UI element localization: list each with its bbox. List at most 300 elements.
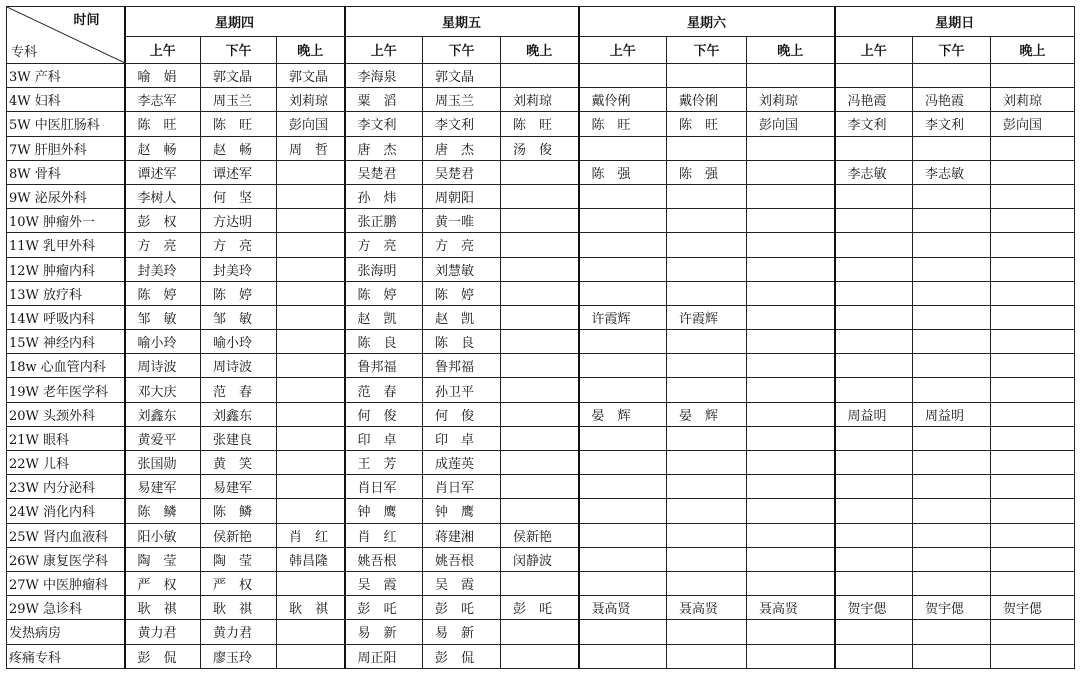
doctor-cell: 彭 侃 bbox=[125, 644, 201, 668]
doctor-cell bbox=[991, 547, 1075, 571]
doctor-cell bbox=[579, 644, 667, 668]
table-row bbox=[7, 499, 1075, 523]
doctor-cell bbox=[991, 209, 1075, 233]
doctor-cell: 易 新 bbox=[423, 620, 501, 644]
doctor-cell: 易建军 bbox=[201, 475, 277, 499]
doctor-cell bbox=[835, 184, 913, 208]
slot-header: 上午 bbox=[345, 36, 423, 63]
doctor-cell bbox=[579, 257, 667, 281]
department-cell: 4W 妇科 bbox=[7, 88, 125, 112]
corner-time-label: 时间 bbox=[73, 13, 100, 28]
doctor-cell bbox=[501, 257, 579, 281]
doctor-cell: 王 芳 bbox=[345, 451, 423, 475]
doctor-cell: 印 卓 bbox=[423, 426, 501, 450]
table-row bbox=[7, 136, 1075, 160]
doctor-cell bbox=[579, 209, 667, 233]
doctor-cell bbox=[835, 330, 913, 354]
doctor-cell bbox=[277, 257, 345, 281]
doctor-cell: 周益明 bbox=[835, 402, 913, 426]
doctor-cell bbox=[501, 184, 579, 208]
doctor-cell bbox=[991, 305, 1075, 329]
slot-header: 晚上 bbox=[277, 36, 345, 63]
doctor-cell: 刘莉琼 bbox=[277, 88, 345, 112]
doctor-cell bbox=[579, 184, 667, 208]
doctor-cell: 方 亮 bbox=[423, 233, 501, 257]
slot-header: 晚上 bbox=[747, 36, 835, 63]
doctor-cell bbox=[991, 523, 1075, 547]
doctor-cell: 陈 良 bbox=[345, 330, 423, 354]
doctor-cell bbox=[835, 523, 913, 547]
doctor-cell: 戴伶俐 bbox=[579, 88, 667, 112]
department-cell: 27W 中医肿瘤科 bbox=[7, 571, 125, 595]
doctor-cell: 陈 旺 bbox=[579, 112, 667, 136]
doctor-cell bbox=[913, 354, 991, 378]
doctor-cell: 刘莉琼 bbox=[501, 88, 579, 112]
doctor-cell bbox=[747, 233, 835, 257]
doctor-cell: 方 亮 bbox=[125, 233, 201, 257]
doctor-cell bbox=[277, 330, 345, 354]
doctor-cell: 晏 辉 bbox=[579, 402, 667, 426]
doctor-cell bbox=[277, 184, 345, 208]
doctor-cell bbox=[747, 547, 835, 571]
doctor-cell bbox=[913, 523, 991, 547]
doctor-cell: 侯新艳 bbox=[201, 523, 277, 547]
doctor-cell: 赵 畅 bbox=[201, 136, 277, 160]
doctor-cell bbox=[501, 451, 579, 475]
doctor-cell: 吴 霞 bbox=[423, 571, 501, 595]
department-cell: 7W 肝胆外科 bbox=[7, 136, 125, 160]
doctor-cell bbox=[747, 305, 835, 329]
table-row bbox=[7, 547, 1075, 571]
doctor-cell: 喻小玲 bbox=[125, 330, 201, 354]
doctor-cell: 冯艳霞 bbox=[835, 88, 913, 112]
doctor-cell bbox=[747, 257, 835, 281]
doctor-cell: 钟 鹰 bbox=[423, 499, 501, 523]
doctor-cell: 张建良 bbox=[201, 426, 277, 450]
doctor-cell bbox=[747, 402, 835, 426]
table-row bbox=[7, 233, 1075, 257]
doctor-cell: 鲁邦福 bbox=[423, 354, 501, 378]
doctor-cell bbox=[579, 64, 667, 88]
doctor-cell bbox=[277, 402, 345, 426]
doctor-cell bbox=[277, 209, 345, 233]
doctor-cell bbox=[913, 136, 991, 160]
doctor-cell: 李志军 bbox=[125, 88, 201, 112]
doctor-cell bbox=[747, 378, 835, 402]
doctor-cell: 周朝阳 bbox=[423, 184, 501, 208]
doctor-cell bbox=[747, 644, 835, 668]
doctor-cell bbox=[277, 620, 345, 644]
slot-header-row bbox=[7, 36, 1075, 63]
doctor-cell bbox=[501, 499, 579, 523]
doctor-cell: 孙卫平 bbox=[423, 378, 501, 402]
table-row bbox=[7, 426, 1075, 450]
table-row bbox=[7, 523, 1075, 547]
day-header-thursday: 星期四 bbox=[125, 7, 345, 37]
department-cell: 18w 心血管内科 bbox=[7, 354, 125, 378]
doctor-cell bbox=[501, 64, 579, 88]
doctor-cell bbox=[835, 426, 913, 450]
doctor-cell: 邓大庆 bbox=[125, 378, 201, 402]
department-cell: 24W 消化内科 bbox=[7, 499, 125, 523]
doctor-cell bbox=[991, 402, 1075, 426]
doctor-cell bbox=[579, 499, 667, 523]
doctor-cell: 孙 炜 bbox=[345, 184, 423, 208]
doctor-cell bbox=[667, 354, 747, 378]
doctor-cell bbox=[835, 644, 913, 668]
doctor-cell: 耿 祺 bbox=[125, 596, 201, 620]
department-cell: 5W 中医肛肠科 bbox=[7, 112, 125, 136]
doctor-cell bbox=[277, 426, 345, 450]
doctor-cell: 赵 凯 bbox=[345, 305, 423, 329]
doctor-cell bbox=[667, 451, 747, 475]
table-row bbox=[7, 571, 1075, 595]
table-row bbox=[7, 596, 1075, 620]
doctor-cell bbox=[913, 451, 991, 475]
doctor-cell: 喻 娟 bbox=[125, 64, 201, 88]
doctor-cell: 陈 婷 bbox=[201, 281, 277, 305]
schedule-body bbox=[7, 64, 1075, 669]
doctor-cell bbox=[747, 451, 835, 475]
doctor-cell bbox=[501, 330, 579, 354]
doctor-cell bbox=[913, 209, 991, 233]
doctor-cell: 周益明 bbox=[913, 402, 991, 426]
doctor-cell: 方 亮 bbox=[201, 233, 277, 257]
doctor-cell bbox=[667, 233, 747, 257]
doctor-cell bbox=[991, 136, 1075, 160]
doctor-cell: 廖玉玲 bbox=[201, 644, 277, 668]
doctor-cell: 李文利 bbox=[345, 112, 423, 136]
doctor-cell: 耿 祺 bbox=[201, 596, 277, 620]
corner-dept-label: 专科 bbox=[11, 45, 38, 60]
doctor-cell bbox=[747, 571, 835, 595]
department-cell: 疼痛专科 bbox=[7, 644, 125, 668]
doctor-cell: 彭向国 bbox=[991, 112, 1075, 136]
doctor-cell: 周玉兰 bbox=[423, 88, 501, 112]
doctor-cell bbox=[991, 64, 1075, 88]
doctor-cell: 谭述军 bbox=[125, 160, 201, 184]
doctor-cell: 张海明 bbox=[345, 257, 423, 281]
department-cell: 25W 肾内血液科 bbox=[7, 523, 125, 547]
doctor-cell: 贺宇偲 bbox=[991, 596, 1075, 620]
department-cell: 21W 眼科 bbox=[7, 426, 125, 450]
doctor-cell bbox=[835, 64, 913, 88]
doctor-cell: 彭 吒 bbox=[423, 596, 501, 620]
doctor-cell bbox=[579, 475, 667, 499]
doctor-cell: 陈 强 bbox=[579, 160, 667, 184]
day-header-sunday: 星期日 bbox=[835, 7, 1075, 37]
doctor-cell bbox=[667, 426, 747, 450]
table-row bbox=[7, 644, 1075, 668]
doctor-cell: 陈 婷 bbox=[423, 281, 501, 305]
doctor-cell bbox=[579, 354, 667, 378]
department-cell: 8W 骨科 bbox=[7, 160, 125, 184]
doctor-cell bbox=[991, 281, 1075, 305]
doctor-cell: 封美玲 bbox=[201, 257, 277, 281]
doctor-cell bbox=[667, 378, 747, 402]
doctor-cell: 唐 杰 bbox=[423, 136, 501, 160]
doctor-cell bbox=[991, 451, 1075, 475]
doctor-cell bbox=[277, 644, 345, 668]
department-cell: 发热病房 bbox=[7, 620, 125, 644]
department-cell: 13W 放疗科 bbox=[7, 281, 125, 305]
slot-header: 上午 bbox=[579, 36, 667, 63]
doctor-cell: 陈 旺 bbox=[125, 112, 201, 136]
doctor-cell bbox=[835, 547, 913, 571]
doctor-cell bbox=[913, 499, 991, 523]
doctor-cell bbox=[991, 475, 1075, 499]
doctor-cell bbox=[667, 330, 747, 354]
doctor-cell bbox=[835, 209, 913, 233]
doctor-cell bbox=[913, 475, 991, 499]
doctor-cell bbox=[501, 571, 579, 595]
doctor-cell bbox=[501, 281, 579, 305]
department-cell: 29W 急诊科 bbox=[7, 596, 125, 620]
doctor-cell: 成莲英 bbox=[423, 451, 501, 475]
day-header-friday: 星期五 bbox=[345, 7, 579, 37]
doctor-cell bbox=[277, 281, 345, 305]
doctor-cell bbox=[913, 281, 991, 305]
table-row bbox=[7, 305, 1075, 329]
doctor-cell: 吴 霞 bbox=[345, 571, 423, 595]
doctor-cell bbox=[747, 64, 835, 88]
doctor-cell: 黄爱平 bbox=[125, 426, 201, 450]
doctor-cell bbox=[913, 644, 991, 668]
doctor-cell: 周 哲 bbox=[277, 136, 345, 160]
department-cell: 9W 泌尿外科 bbox=[7, 184, 125, 208]
doctor-cell: 范 春 bbox=[201, 378, 277, 402]
doctor-cell: 彭向国 bbox=[747, 112, 835, 136]
table-row bbox=[7, 620, 1075, 644]
slot-header: 下午 bbox=[423, 36, 501, 63]
doctor-cell bbox=[501, 620, 579, 644]
doctor-cell: 汤 俊 bbox=[501, 136, 579, 160]
doctor-cell: 陶 莹 bbox=[125, 547, 201, 571]
schedule-container bbox=[6, 6, 1074, 669]
doctor-cell bbox=[913, 620, 991, 644]
doctor-cell: 贺宇偲 bbox=[913, 596, 991, 620]
doctor-cell bbox=[991, 330, 1075, 354]
duty-schedule-table bbox=[6, 6, 1075, 669]
doctor-cell bbox=[667, 571, 747, 595]
doctor-cell bbox=[991, 257, 1075, 281]
doctor-cell: 李文利 bbox=[423, 112, 501, 136]
doctor-cell: 赵 畅 bbox=[125, 136, 201, 160]
doctor-cell: 刘莉琼 bbox=[991, 88, 1075, 112]
doctor-cell bbox=[747, 160, 835, 184]
slot-header: 下午 bbox=[667, 36, 747, 63]
doctor-cell: 粟 滔 bbox=[345, 88, 423, 112]
doctor-cell: 李志敏 bbox=[835, 160, 913, 184]
doctor-cell: 方 亮 bbox=[345, 233, 423, 257]
doctor-cell: 严 权 bbox=[201, 571, 277, 595]
table-row bbox=[7, 281, 1075, 305]
doctor-cell bbox=[579, 523, 667, 547]
doctor-cell: 黄 笑 bbox=[201, 451, 277, 475]
doctor-cell bbox=[501, 354, 579, 378]
doctor-cell bbox=[501, 426, 579, 450]
doctor-cell bbox=[579, 547, 667, 571]
doctor-cell bbox=[991, 378, 1075, 402]
doctor-cell bbox=[579, 281, 667, 305]
doctor-cell bbox=[277, 451, 345, 475]
doctor-cell: 彭 吒 bbox=[345, 596, 423, 620]
doctor-cell bbox=[747, 281, 835, 305]
doctor-cell: 郭文晶 bbox=[277, 64, 345, 88]
table-row bbox=[7, 451, 1075, 475]
doctor-cell bbox=[501, 209, 579, 233]
department-cell: 22W 儿科 bbox=[7, 451, 125, 475]
doctor-cell: 邹 敏 bbox=[125, 305, 201, 329]
doctor-cell bbox=[579, 330, 667, 354]
doctor-cell bbox=[579, 426, 667, 450]
header-corner bbox=[7, 7, 125, 64]
doctor-cell bbox=[835, 475, 913, 499]
doctor-cell bbox=[991, 571, 1075, 595]
doctor-cell: 陈 婷 bbox=[125, 281, 201, 305]
doctor-cell: 李志敏 bbox=[913, 160, 991, 184]
doctor-cell bbox=[913, 257, 991, 281]
department-cell: 11W 乳甲外科 bbox=[7, 233, 125, 257]
doctor-cell: 周正阳 bbox=[345, 644, 423, 668]
doctor-cell bbox=[835, 354, 913, 378]
table-row bbox=[7, 257, 1075, 281]
doctor-cell bbox=[835, 571, 913, 595]
doctor-cell: 许霞辉 bbox=[579, 305, 667, 329]
doctor-cell bbox=[277, 499, 345, 523]
doctor-cell: 阳小敏 bbox=[125, 523, 201, 547]
doctor-cell: 郭文晶 bbox=[201, 64, 277, 88]
doctor-cell bbox=[667, 499, 747, 523]
table-row bbox=[7, 330, 1075, 354]
doctor-cell: 黄一唯 bbox=[423, 209, 501, 233]
doctor-cell bbox=[913, 426, 991, 450]
doctor-cell: 彭 侃 bbox=[423, 644, 501, 668]
doctor-cell bbox=[835, 620, 913, 644]
slot-header: 下午 bbox=[913, 36, 991, 63]
doctor-cell bbox=[501, 378, 579, 402]
doctor-cell: 李海泉 bbox=[345, 64, 423, 88]
doctor-cell: 方达明 bbox=[201, 209, 277, 233]
doctor-cell bbox=[835, 499, 913, 523]
doctor-cell: 耿 祺 bbox=[277, 596, 345, 620]
department-cell: 26W 康复医学科 bbox=[7, 547, 125, 571]
doctor-cell: 何 俊 bbox=[423, 402, 501, 426]
doctor-cell: 范 春 bbox=[345, 378, 423, 402]
doctor-cell: 鲁邦福 bbox=[345, 354, 423, 378]
doctor-cell: 肖 红 bbox=[277, 523, 345, 547]
doctor-cell: 封美玲 bbox=[125, 257, 201, 281]
doctor-cell bbox=[991, 233, 1075, 257]
doctor-cell bbox=[667, 475, 747, 499]
doctor-cell: 陈 良 bbox=[423, 330, 501, 354]
doctor-cell bbox=[747, 523, 835, 547]
slot-header: 下午 bbox=[201, 36, 277, 63]
table-row bbox=[7, 475, 1075, 499]
doctor-cell bbox=[747, 354, 835, 378]
doctor-cell bbox=[913, 571, 991, 595]
doctor-cell bbox=[277, 475, 345, 499]
slot-header: 晚上 bbox=[501, 36, 579, 63]
doctor-cell: 肖日军 bbox=[423, 475, 501, 499]
doctor-cell: 周诗波 bbox=[201, 354, 277, 378]
doctor-cell: 易建军 bbox=[125, 475, 201, 499]
doctor-cell bbox=[835, 378, 913, 402]
doctor-cell: 赵 凯 bbox=[423, 305, 501, 329]
doctor-cell: 谭述军 bbox=[201, 160, 277, 184]
department-cell: 23W 内分泌科 bbox=[7, 475, 125, 499]
doctor-cell: 陈 旺 bbox=[201, 112, 277, 136]
doctor-cell bbox=[501, 233, 579, 257]
doctor-cell bbox=[667, 64, 747, 88]
doctor-cell bbox=[667, 257, 747, 281]
doctor-cell: 唐 杰 bbox=[345, 136, 423, 160]
doctor-cell bbox=[667, 184, 747, 208]
doctor-cell bbox=[991, 354, 1075, 378]
doctor-cell: 肖 红 bbox=[345, 523, 423, 547]
doctor-cell: 李文利 bbox=[835, 112, 913, 136]
doctor-cell bbox=[501, 305, 579, 329]
table-row bbox=[7, 184, 1075, 208]
doctor-cell: 聂高贤 bbox=[579, 596, 667, 620]
doctor-cell bbox=[579, 233, 667, 257]
doctor-cell bbox=[667, 523, 747, 547]
doctor-cell bbox=[913, 330, 991, 354]
department-cell: 20W 头颈外科 bbox=[7, 402, 125, 426]
doctor-cell: 邹 敏 bbox=[201, 305, 277, 329]
doctor-cell bbox=[913, 64, 991, 88]
doctor-cell bbox=[277, 571, 345, 595]
doctor-cell: 李树人 bbox=[125, 184, 201, 208]
doctor-cell bbox=[991, 184, 1075, 208]
doctor-cell: 晏 辉 bbox=[667, 402, 747, 426]
doctor-cell: 刘慧敏 bbox=[423, 257, 501, 281]
table-row bbox=[7, 160, 1075, 184]
doctor-cell bbox=[747, 620, 835, 644]
doctor-cell bbox=[667, 547, 747, 571]
doctor-cell bbox=[913, 233, 991, 257]
doctor-cell: 姚吾根 bbox=[423, 547, 501, 571]
doctor-cell bbox=[991, 426, 1075, 450]
doctor-cell bbox=[835, 136, 913, 160]
doctor-cell bbox=[747, 136, 835, 160]
doctor-cell: 侯新艳 bbox=[501, 523, 579, 547]
doctor-cell: 李文利 bbox=[913, 112, 991, 136]
doctor-cell bbox=[835, 281, 913, 305]
doctor-cell: 聂高贤 bbox=[747, 596, 835, 620]
table-row bbox=[7, 402, 1075, 426]
doctor-cell bbox=[747, 475, 835, 499]
doctor-cell bbox=[579, 571, 667, 595]
doctor-cell bbox=[667, 644, 747, 668]
doctor-cell: 聂高贤 bbox=[667, 596, 747, 620]
doctor-cell bbox=[747, 330, 835, 354]
slot-header: 晚上 bbox=[991, 36, 1075, 63]
doctor-cell bbox=[991, 499, 1075, 523]
doctor-cell: 刘鑫东 bbox=[201, 402, 277, 426]
table-row bbox=[7, 88, 1075, 112]
doctor-cell: 彭 吒 bbox=[501, 596, 579, 620]
doctor-cell bbox=[501, 402, 579, 426]
department-cell: 3W 产科 bbox=[7, 64, 125, 88]
doctor-cell bbox=[579, 378, 667, 402]
doctor-cell bbox=[579, 620, 667, 644]
doctor-cell: 吴楚君 bbox=[345, 160, 423, 184]
department-cell: 15W 神经内科 bbox=[7, 330, 125, 354]
department-cell: 19W 老年医学科 bbox=[7, 378, 125, 402]
doctor-cell bbox=[277, 160, 345, 184]
table-row bbox=[7, 112, 1075, 136]
